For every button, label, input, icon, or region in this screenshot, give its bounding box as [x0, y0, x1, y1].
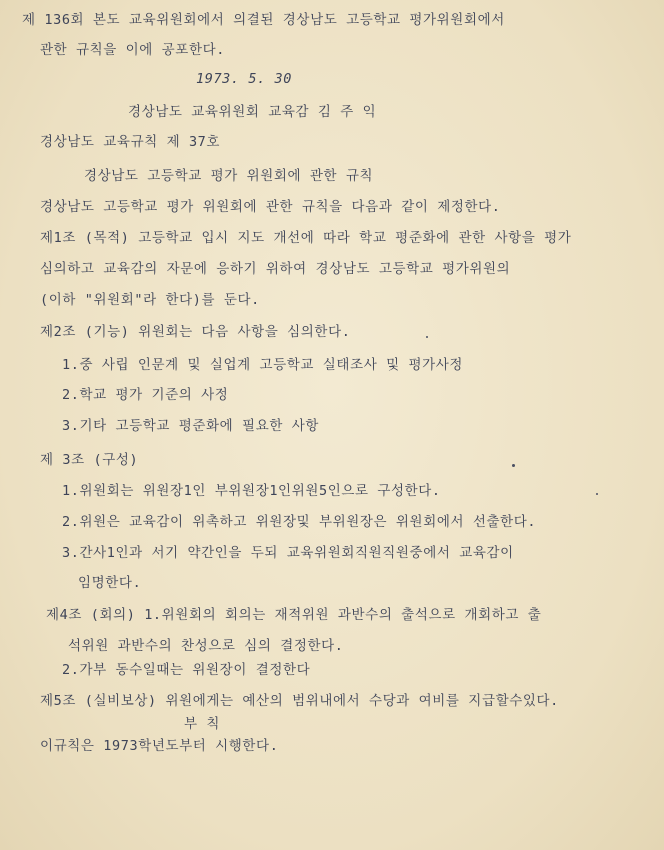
- ink-speck: [426, 336, 428, 338]
- article-4-line-3: 2.가부 동수일때는 위원장이 결정한다: [62, 662, 311, 678]
- enactment-statement: 경상남도 고등학교 평가 위원회에 관한 규칙을 다음과 같이 제정한다.: [40, 199, 501, 215]
- article-3-item: 임명한다.: [78, 575, 142, 591]
- rule-title: 경상남도 고등학교 평가 위원회에 관한 규칙: [84, 168, 374, 184]
- issuer-line: 경상남도 교육위원회 교육감 김 주 익: [128, 104, 377, 120]
- article-3-item: 3.간사1인과 서기 약간인을 두되 교육위원회직원직원중에서 교육감이: [62, 545, 514, 561]
- article-4-line-2: 석위원 과반수의 찬성으로 심의 결정한다.: [68, 638, 344, 654]
- ink-speck: [512, 464, 515, 467]
- promulgation-date: 1973. 5. 30: [196, 71, 293, 87]
- article-2-item: 2.학교 평가 기준의 사정: [62, 387, 229, 403]
- supplementary-heading: 부 칙: [184, 716, 221, 732]
- article-2-heading: 제2조 (기능) 위원회는 다음 사항을 심의한다.: [40, 324, 351, 340]
- article-2-item: 3.기타 고등학교 평준화에 필요한 사항: [62, 418, 319, 434]
- supplementary-provision: 이규칙은 1973학년도부터 시행한다.: [40, 738, 279, 754]
- header-line-1: 제 136회 본도 교육위원회에서 의결된 경상남도 고등학교 평가위원회에서: [22, 12, 505, 28]
- header-line-2: 관한 규칙을 이에 공포한다.: [40, 42, 225, 58]
- article-2-item: 1.중 사립 인문계 및 실업계 고등학교 실태조사 및 평가사정: [62, 357, 464, 373]
- ink-speck: [596, 493, 598, 495]
- article-3-item: 1.위원회는 위원장1인 부위원장1인위원5인으로 구성한다.: [62, 483, 441, 499]
- rule-number: 경상남도 교육규칙 제 37호: [40, 134, 221, 150]
- article-1-line-3: (이하 "위원회"라 한다)를 둔다.: [40, 292, 260, 308]
- article-3-item: 2.위원은 교육감이 위촉하고 위원장및 부위원장은 위원회에서 선출한다.: [62, 514, 537, 530]
- article-5-line: 제5조 (실비보상) 위원에게는 예산의 범위내에서 수당과 여비를 지급할수있다.: [40, 693, 559, 709]
- article-4-line-1: 제4조 (회의) 1.위원회의 회의는 재적위원 과반수의 출석으로 개회하고 출: [46, 607, 542, 623]
- article-3-heading: 제 3조 (구성): [40, 452, 139, 468]
- article-1-line-1: 제1조 (목적) 고등학교 입시 지도 개선에 따라 학교 평준화에 관한 사항을 평가: [40, 230, 572, 246]
- article-1-line-2: 심의하고 교육감의 자문에 응하기 위하여 경상남도 고등학교 평가위원의: [40, 261, 511, 277]
